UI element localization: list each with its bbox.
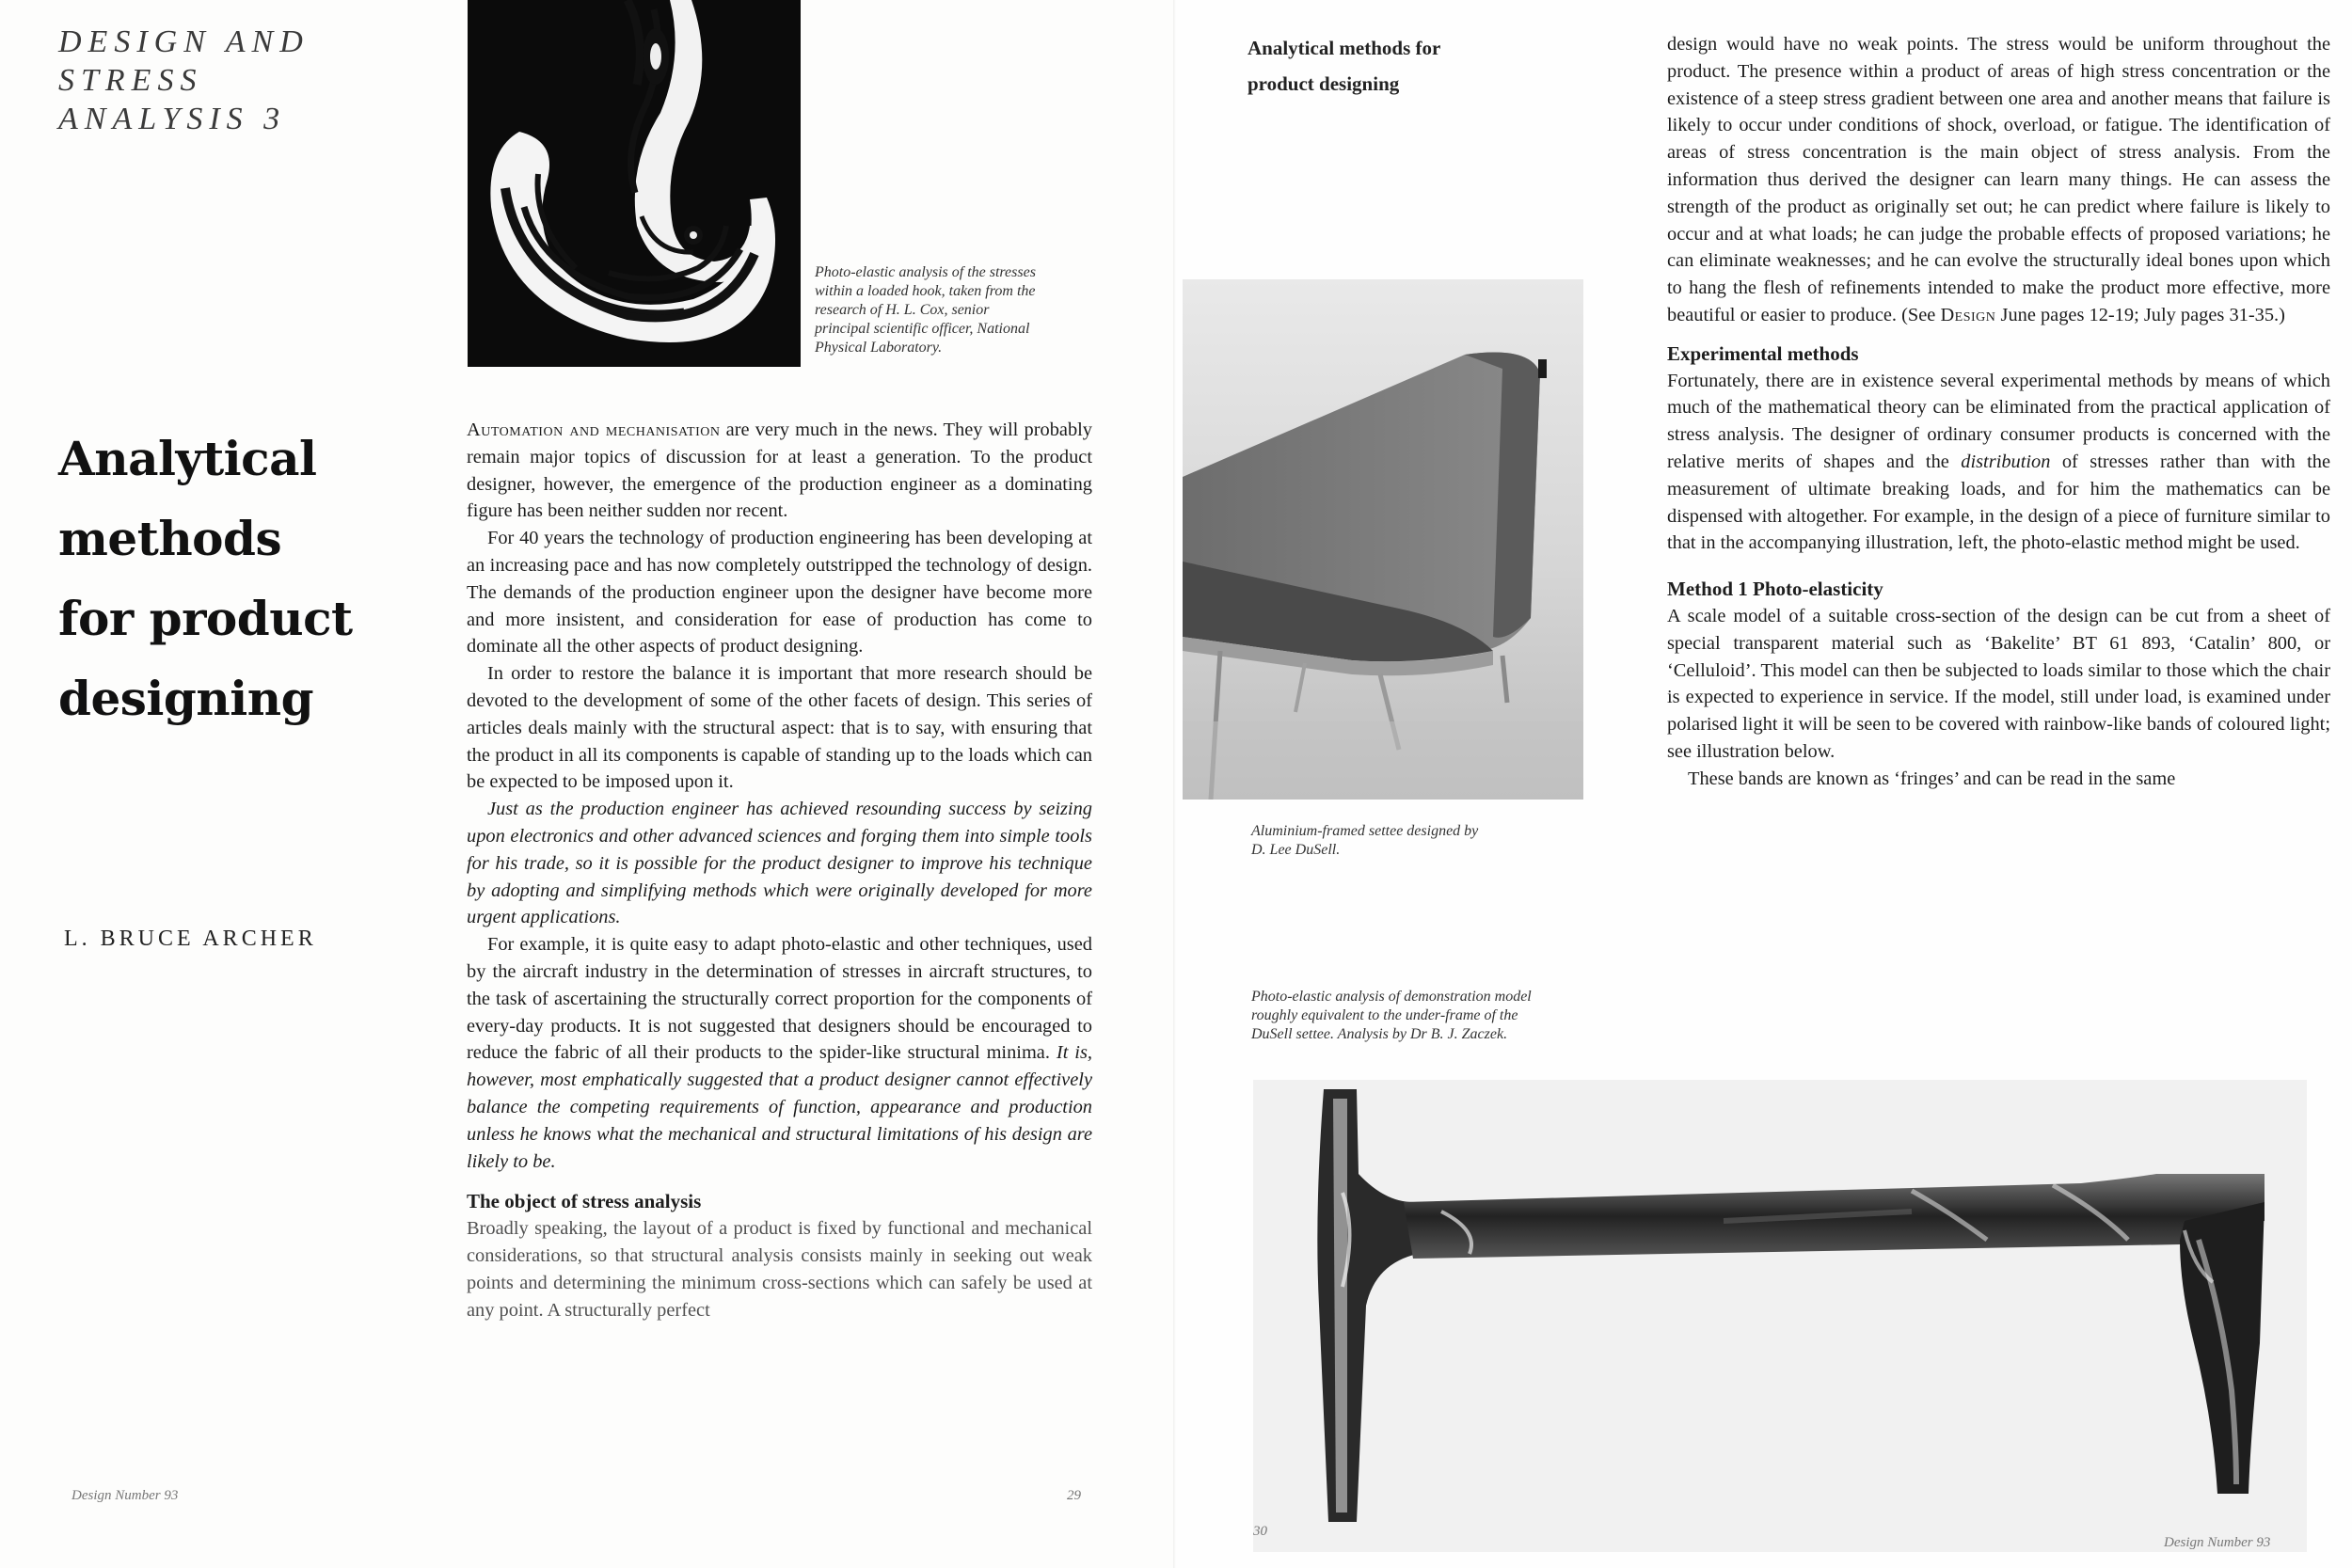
page-number-left: 29 xyxy=(1067,1488,1081,1503)
paragraph: A scale model of a suitable cross-section of the design can be cut from a sheet of special transparent material such as ‘Bakelite’ BT 61 893, ‘Catalin’ 800, or ‘Celluloid’. This model can then be subjected to loads similar to those which the chair is expected to experience in service. If the model, still under load, is examined under polarised light it will be seen to be covered with rainbow-like bands of coloured light; see illustration below. xyxy=(1667,605,2330,762)
page-number-right: 30 xyxy=(1253,1524,1267,1539)
author-byline: L. BRUCE ARCHER xyxy=(64,927,317,951)
series-label: DESIGN AND STRESS ANALYSIS 3 xyxy=(58,24,310,136)
article-title: Analytical methods for product designing xyxy=(58,431,353,726)
section-heading: Experimental methods xyxy=(1667,341,1859,365)
model-caption: Photo-elastic analysis of demonstration model roughly equivalent to the under-frame of the DuSell settee. Analysis by Dr B. J. Zaczek. xyxy=(1251,989,1532,1042)
paragraph: For example, it is quite easy to adapt photo-elastic and other techniques, used by the aircraft industry in the determination of stresses in aircraft structures, to the task of ascertaining the structurally correct proportion for the components of every-day products. It is not suggested that designers should be encouraged to reduce the fabric of all their products to the spider-like structural minima. It is, however, most emphatically suggested that a product designer cannot effectively balance the competing requirements of function, appearance and production unless he knows what the mechanical and structural limitations of his design are likely to be. xyxy=(467,934,1092,1172)
paragraph: Broadly speaking, the layout of a product is fixed by functional and mechanical considerations, so that structural analysis consists mainly in seeking out weak points and determining the minimum cross-sections which can safely be used at any point. A structurally perfect xyxy=(467,1218,1092,1321)
paragraph: These bands are known as ‘fringes’ and can be read in the same xyxy=(1688,768,2176,789)
paragraph: In order to restore the balance it is important that more research should be devoted to the development of some of the other facets of design. This series of articles deals mainly with the structural aspect: that is to say, with ensuring that the product in all its components is capable of standing up to the loads which can be expected to be imposed upon it. xyxy=(467,663,1092,793)
folio-left: Design Number 93 xyxy=(72,1488,179,1503)
frame-stress-pattern xyxy=(1253,1080,2307,1552)
left-body-column xyxy=(467,417,1092,1323)
paragraph: design would have no weak points. The stress would be uniform throughout the product. The presence within a product of areas of high stress concentration or the existence of a steep stress gradient between one area and another means that failure is likely to occur under conditions of shock, overload, or fatigue. The identification of areas of stress concentration is the main object of stress analysis. From the information thus derived the designer can learn many things. He can assess the strength of the product as originally set out; he can predict where failure is likely to occur and at what loads; he can judge the probable effects of proposed variations; he can eliminate weaknesses; and he can evolve the structurally ideal bones upon which to hang the flesh of refinements intended to make the product more effective, more beautiful or easier to produce. (See Design June pages 12-19; July pages 31-35.) xyxy=(1667,34,2330,325)
hook-stress-pattern xyxy=(468,0,801,367)
model-photo xyxy=(1253,1080,2307,1552)
paragraph: For 40 years the technology of production engineering has been developing at an increasing pace and has now completely outstripped the technology of design. The demands of the production engineer upon the designer have become more and more insistent, and consideration for ease of production has come to dominate all the other aspects of product designing. xyxy=(467,528,1092,657)
running-head: Analytical methods for product designing xyxy=(1248,37,1441,95)
settee-caption: Aluminium-framed settee designed by D. Lee DuSell. xyxy=(1251,823,1479,858)
right-body-column xyxy=(1667,31,2330,793)
hook-photo xyxy=(468,0,801,367)
folio-right: Design Number 93 xyxy=(2164,1535,2271,1550)
paragraph: Fortunately, there are in existence several experimental methods by means of which much of the mathematical theory can be eliminated from the practical application of stress analysis. The designer of ordinary consumer products is concerned with the relative merits of shapes and the distribution of stresses rather than with the measurement of ultimate breaking loads, and for him the mathematics can be dispensed with altogether. For example, in the design of a piece of furniture similar to that in the accompanying illustration, left, the photo-elastic method might be used. xyxy=(1667,370,2330,554)
section-heading: The object of stress analysis xyxy=(467,1190,702,1213)
right-page xyxy=(1176,0,2352,1568)
paragraph: Automation and mechanisation are very much in the news. They will probably remain major topics of discussion for at least a generation. To the product designer, however, the emergence of the production engineer as a dominating figure has been neither sudden nor recent. xyxy=(467,420,1092,522)
hook-caption: Photo-elastic analysis of the stresses within a loaded hook, taken from the research of H. L. Cox, senior principal scientific officer, National Physical Laboratory. xyxy=(815,264,1036,356)
settee-image xyxy=(1183,279,1583,800)
section-heading: Method 1 Photo-elasticity xyxy=(1667,578,1883,601)
paragraph: Just as the production engineer has achieved resounding success by seizing upon electronics and other advanced sciences and forging them into simple tools for his trade, so it is possible for the product designer to improve his technique by adopting and simplifying methods which were originally developed for more urgent applications. xyxy=(467,799,1092,928)
settee-photo xyxy=(1183,279,1583,800)
